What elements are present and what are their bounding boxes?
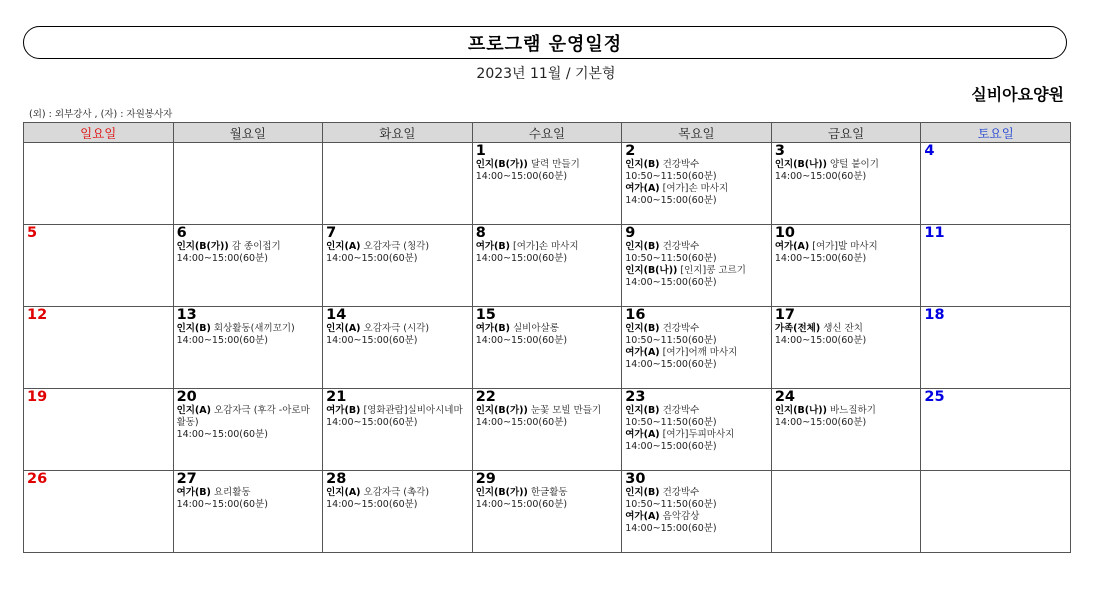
day-number: 1: [475, 143, 486, 159]
program-category: 인지(A): [176, 405, 211, 416]
program-name: 생신 잔치: [823, 323, 863, 334]
day-number: 24: [774, 389, 795, 405]
program-time: 10:50~11:50(60분): [625, 499, 717, 510]
calendar-day-cell: [921, 143, 1071, 225]
program-entry: [476, 241, 619, 265]
calendar-week-row: [24, 143, 1071, 225]
program-name: 건강박수: [662, 159, 700, 170]
calendar-day-cell: [472, 389, 622, 471]
program-entry: [625, 347, 768, 371]
calendar-week-row: [24, 471, 1071, 553]
program-time: 14:00~15:00(60분): [326, 417, 418, 428]
program-entry: [625, 159, 768, 183]
program-name: 양털 붙이기: [829, 159, 879, 170]
program-time: 14:00~15:00(60분): [176, 499, 268, 510]
program-time: 14:00~15:00(60분): [625, 523, 717, 534]
program-name: [여가]손 마사지: [513, 241, 579, 252]
program-entry: [326, 487, 469, 511]
program-entry: [476, 487, 619, 511]
calendar-day-cell: [323, 389, 473, 471]
day-number: 19: [27, 389, 48, 405]
legend-note: (외) : 외부강사 , (자) : 자원봉사자: [29, 109, 173, 120]
program-name: 요리활동: [213, 487, 251, 498]
program-time: 14:00~15:00(60분): [176, 429, 268, 440]
program-category: 인지(B(가)): [475, 405, 528, 416]
program-category: 인지(B(가)): [475, 487, 528, 498]
calendar-day-cell: [24, 307, 174, 389]
weekday-header-sunday: 일요일: [24, 123, 174, 143]
program-category: 인지(B(가)): [176, 241, 229, 252]
program-category: 여가(A): [625, 429, 660, 440]
calendar-day-cell: [622, 225, 772, 307]
program-entry: [177, 487, 320, 511]
program-entry: [775, 241, 918, 265]
day-number: 27: [176, 471, 197, 487]
program-name: 감 종이접기: [231, 241, 281, 252]
weekday-header-tuesday: 화요일: [323, 123, 473, 143]
program-time: 14:00~15:00(60분): [774, 417, 867, 428]
weekday-header-monday: 월요일: [173, 123, 323, 143]
program-category: 여가(B): [176, 487, 211, 498]
calendar-day-cell: [771, 143, 921, 225]
day-number: 26: [27, 471, 48, 487]
page-title: 프로그램 운영일정: [23, 26, 1067, 59]
program-entry: [177, 323, 320, 347]
calendar-day-cell: [622, 389, 772, 471]
calendar-day-cell: [771, 225, 921, 307]
program-name: 한글활동: [530, 487, 568, 498]
program-category: 인지(A): [326, 487, 361, 498]
calendar-day-cell: [472, 225, 622, 307]
day-number: 4: [924, 143, 935, 159]
program-entry: [775, 159, 918, 183]
day-number: 7: [326, 225, 337, 241]
day-number: 5: [27, 225, 38, 241]
program-category: 인지(B(가)): [475, 159, 528, 170]
day-number: 16: [625, 307, 646, 323]
program-category: 여가(B): [475, 241, 510, 252]
calendar-day-cell: [472, 143, 622, 225]
program-time: 14:00~15:00(60분): [326, 253, 418, 264]
program-name: 오감자극 (시각): [363, 323, 430, 334]
day-number: 23: [625, 389, 646, 405]
program-category: 인지(A): [326, 241, 361, 252]
program-category: 인지(B): [625, 487, 660, 498]
calendar-day-cell: [323, 225, 473, 307]
calendar-week-row: [24, 389, 1071, 471]
program-entry: [476, 159, 619, 183]
program-category: 여가(A): [774, 241, 810, 252]
program-name: 오감자극 (촉각): [363, 487, 430, 498]
weekday-header-wednesday: 수요일: [472, 123, 622, 143]
calendar-day-cell: [173, 471, 323, 553]
program-category: 가족(전체): [774, 323, 821, 334]
weekday-header-friday: 금요일: [771, 123, 921, 143]
program-entry: [476, 405, 619, 429]
day-number: 8: [475, 225, 486, 241]
weekday-header-row: [24, 123, 1071, 143]
calendar-week-row: [24, 307, 1071, 389]
calendar-day-cell: [771, 307, 921, 389]
program-time: 14:00~15:00(60분): [625, 441, 717, 452]
calendar-day-cell: [173, 307, 323, 389]
day-number: 28: [326, 471, 347, 487]
calendar-day-cell: [921, 307, 1071, 389]
calendar-day-cell: [921, 225, 1071, 307]
day-number: 21: [326, 389, 347, 405]
program-entry: [625, 429, 768, 453]
calendar-day-cell: [24, 225, 174, 307]
program-entry: [326, 323, 469, 347]
day-number: 9: [625, 225, 636, 241]
calendar-day-cell: [24, 389, 174, 471]
program-category: 여가(A): [625, 511, 660, 522]
program-time: 14:00~15:00(60분): [475, 417, 568, 428]
program-time: 14:00~15:00(60분): [475, 335, 568, 346]
program-name: 달력 만들기: [530, 159, 580, 170]
program-name: [인지]콩 고르기: [680, 265, 746, 276]
program-name: 오감자극 (후각 -아로마 활동): [176, 405, 310, 428]
program-category: 인지(B): [625, 405, 660, 416]
calendar-body: [24, 143, 1071, 553]
calendar-day-cell: [921, 389, 1071, 471]
program-category: 여가(B): [475, 323, 510, 334]
program-time: 14:00~15:00(60분): [176, 335, 268, 346]
day-number: 11: [924, 225, 945, 241]
program-name: 실비아살롱: [513, 323, 559, 334]
calendar-day-cell: [24, 471, 174, 553]
program-time: 14:00~15:00(60분): [625, 277, 717, 288]
program-name: 건강박수: [662, 241, 700, 252]
program-entry: [775, 323, 918, 347]
program-entry: [476, 323, 619, 347]
calendar-week-row: [24, 225, 1071, 307]
program-time: 14:00~15:00(60분): [475, 253, 568, 264]
program-time: 14:00~15:00(60분): [625, 195, 717, 206]
calendar-table: [23, 122, 1071, 553]
program-name: 건강박수: [662, 405, 700, 416]
program-entry: [625, 487, 768, 511]
day-number: 10: [774, 225, 795, 241]
day-number: 22: [475, 389, 496, 405]
day-number: 13: [176, 307, 197, 323]
program-time: 14:00~15:00(60분): [475, 499, 568, 510]
program-time: 14:00~15:00(60분): [774, 253, 867, 264]
program-name: 건강박수: [662, 487, 700, 498]
calendar-day-cell: [173, 225, 323, 307]
day-number: 30: [625, 471, 646, 487]
facility-name: 실비아요양원: [971, 85, 1064, 104]
day-number: 12: [27, 307, 48, 323]
program-category: 여가(B): [326, 405, 361, 416]
program-entry: [326, 241, 469, 265]
calendar-day-cell: [472, 471, 622, 553]
program-category: 인지(B(나)): [774, 159, 827, 170]
day-number: 14: [326, 307, 347, 323]
program-name: 회상활동(새끼꼬기): [213, 323, 295, 334]
program-entry: [625, 183, 768, 207]
program-time: 10:50~11:50(60분): [625, 417, 717, 428]
program-name: 건강박수: [662, 323, 700, 334]
program-entry: [326, 405, 469, 429]
program-entry: [775, 405, 918, 429]
program-name: [영화관람]실비아시네마: [363, 405, 463, 416]
program-name: 바느질하기: [829, 405, 876, 416]
day-number: 29: [475, 471, 496, 487]
weekday-header-saturday: 토요일: [921, 123, 1071, 143]
calendar-day-cell: [323, 307, 473, 389]
program-name: 눈꽃 모빌 만들기: [530, 405, 602, 416]
calendar-day-cell: [323, 143, 473, 225]
program-time: 14:00~15:00(60분): [774, 171, 867, 182]
calendar-day-cell: [622, 143, 772, 225]
program-time: 10:50~11:50(60분): [625, 253, 717, 264]
program-entry: [625, 265, 768, 289]
day-number: 3: [774, 143, 785, 159]
program-time: 14:00~15:00(60분): [176, 253, 268, 264]
program-entry: [177, 241, 320, 265]
program-time: 14:00~15:00(60분): [774, 335, 867, 346]
program-category: 인지(B): [176, 323, 211, 334]
calendar-day-cell: [771, 389, 921, 471]
page-subtitle: 2023년 11월 / 기본형: [476, 66, 616, 82]
calendar-day-cell: [622, 307, 772, 389]
calendar-day-cell: [921, 471, 1071, 553]
calendar-day-cell: [472, 307, 622, 389]
program-name: [여가]손 마사지: [662, 183, 729, 194]
program-category: 여가(A): [625, 183, 660, 194]
day-number: 2: [625, 143, 636, 159]
day-number: 15: [475, 307, 496, 323]
program-time: 10:50~11:50(60분): [625, 171, 717, 182]
program-category: 인지(B): [625, 241, 660, 252]
day-number: 20: [176, 389, 197, 405]
program-time: 14:00~15:00(60분): [625, 359, 717, 370]
program-category: 여가(A): [625, 347, 660, 358]
program-category: 인지(B(나)): [774, 405, 827, 416]
program-time: 14:00~15:00(60분): [475, 171, 568, 182]
program-entry: [625, 511, 768, 535]
calendar-day-cell: [173, 389, 323, 471]
calendar-day-cell: [24, 143, 174, 225]
calendar-day-cell: [323, 471, 473, 553]
program-category: 인지(B(나)): [625, 265, 678, 276]
program-name: [여가]어깨 마사지: [662, 347, 738, 358]
program-entry: [625, 405, 768, 429]
weekday-header-thursday: 목요일: [622, 123, 772, 143]
program-time: 10:50~11:50(60분): [625, 335, 717, 346]
calendar-day-cell: [173, 143, 323, 225]
day-number: 18: [924, 307, 945, 323]
program-category: 인지(B): [625, 323, 660, 334]
calendar-day-cell: [622, 471, 772, 553]
program-category: 인지(B): [625, 159, 660, 170]
program-entry: [177, 405, 320, 441]
program-name: 음악감상: [662, 511, 700, 522]
program-entry: [625, 241, 768, 265]
calendar-day-cell: [771, 471, 921, 553]
program-time: 14:00~15:00(60분): [326, 335, 418, 346]
day-number: 6: [176, 225, 187, 241]
program-category: 인지(A): [326, 323, 361, 334]
program-entry: [625, 323, 768, 347]
day-number: 17: [774, 307, 795, 323]
program-name: [여가]두피마사지: [662, 429, 735, 440]
program-name: [여가]발 마사지: [812, 241, 878, 252]
program-name: 오감자극 (청각): [363, 241, 430, 252]
program-time: 14:00~15:00(60분): [326, 499, 418, 510]
day-number: 25: [924, 389, 945, 405]
